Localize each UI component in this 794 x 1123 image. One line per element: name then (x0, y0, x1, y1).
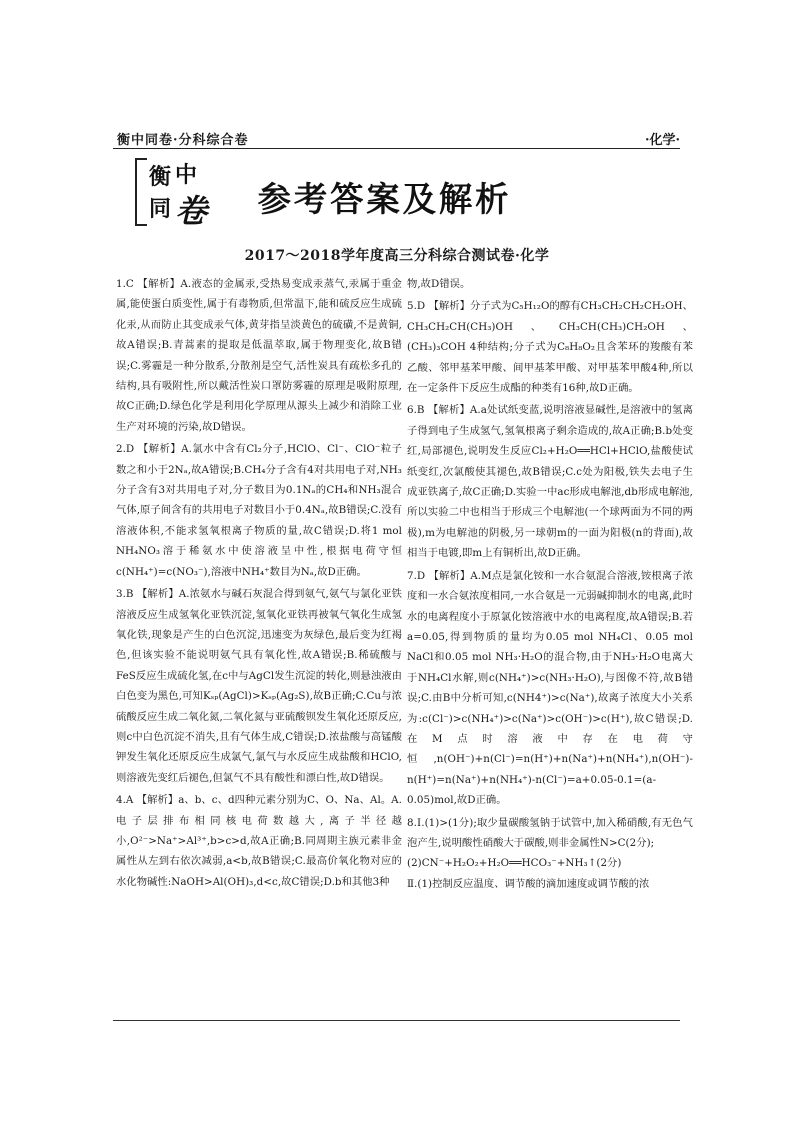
answer-7: 7.D 【解析】A.M点是氯化铵和一水合氨混合溶液,铵根离子浓度和一水合氨浓度相同,一水合氨是一元弱碱抑制水的电离,此时水的电离程度小于原氯化铵溶液中水的电离程度,故A错误;B.若a=0.05,得到物质的量均为0.05 mol NH₄Cl、0.05 mol NaCl和0.05 mol NH₃·H₂O的混合物,由于NH₃·H₂O电离大于NH₄Cl水解,则c(NH₄⁺)>c(NH₃·H₂O),与图像不符,故B错误;C.由B中分析可知,c(NH4⁺)>c(Na⁺),故离子浓度大小关系为:c(Cl⁻)>c(NH₄⁺)>c(Na⁺)>c(OH⁻)>c(H⁺),故C错误;D.在M点时溶液中存在电荷守恒,n(OH⁻)+n(Cl⁻)=n(H⁺)+n(Na⁺)+n(NH₄⁺),n(OH⁻)-n(H⁺)=n(Na⁺)+n(NH₄⁺)-n(Cl⁻)=a+0.05-0.1=(a-0.05)mol,故D正确。 (407, 569, 694, 807)
logo-char-2: 中 (175, 162, 198, 188)
answer-6: 6.B 【解析】A.a处试纸变蓝,说明溶液显碱性,是溶液中的氢离子得到电子生成氢气,氢氧根离子剩余造成的,故A正确;B.b处变红,局部褪色,说明发生反应Cl₂+H₂O══HCl+HClO,盐酸使试纸变红,次氯酸使其褪色,故B错误;C.c处为阳极,铁失去电子生成亚铁离子,故C正确;D.实验一中ac形成电解池,db形成电解池,所以实验二中也相当于形成三个电解池(一个球两面为不同的两极),m为电解池的阴极,另一球朝m的一面为阳极(n的背面),故相当于电镀,即m上有铜析出,故D正确。 (407, 404, 693, 560)
answer-8-part1: 8.Ⅰ.(1)>(1分);取少量碳酸氢钠于试管中,加入稀硝酸,有无色气泡产生,说明酸性硝酸大于碳酸,则非金属性N>C(2分); (407, 816, 693, 849)
answer-1: 1.C 【解析】A.液态的金属汞,受热易变成汞蒸气,汞属于重金属,能使蛋白质变性,属于有毒物质,但常温下,能和硫反应生成硫化汞,从而防止其变成汞气体,黄芽指呈淡黄色的硫磺,不是黄铜,故A错误;B.青蒿素的提取是低温萃取,属于物理变化,故B错误;C.雾霾是一种分散系,分散剂是空气,活性炭具有疏松多孔的结构,具有吸附性,所以戴活性炭口罩防雾霾的原理是吸附原理,故C正确;D.绿色化学是利用化学原理从源头上减少和消除工业生产对环境的污染,故D错误。 (116, 278, 402, 433)
answer-3: 3.B 【解析】A.浓氨水与碱石灰混合得到氨气,氨气与氯化亚铁溶液反应生成氢氧化亚铁沉淀,氢氧化亚铁再被氧气氧化生成氢氧化铁,现象是产生的白色沉淀,迅速变为灰绿色,最后变为红褐色,但该实验不能说明氨气具有氧化性,故A错误;B.稀硫酸与FeS反应生成硫化氢,在c中与AgCl发生沉淀的转化,则悬浊液由白色变为黑色,可知Kₛₚ(AgCl)>Kₛₚ(Ag₂S),故B正确;C.Cu与浓硫酸反应生成二氧化氮,二氧化氮与亚硫酸钡发生氧化还原反应,则c中白色沉淀不消失,且有气体生成,C错误;D.浓盐酸与高锰酸钾发生氧化还原反应生成氯气,氯气与水反应生成盐酸和HClO,则溶液先变红后褪色,但氯气不具有酸性和漂白性,故D错误。 (116, 588, 403, 784)
document-title: 2017～2018学年度高三分科综合测试卷·化学 (244, 248, 550, 264)
footer-rule (113, 1020, 680, 1021)
answer-5: 5.D 【解析】分子式为C₅H₁₂O的醇有CH₃CH₂CH₂CH₂OH、CH₃CH₂CH(CH₃)OH、CH₃CH(CH₃)CH₂OH、(CH₃)₃COH 4种结构;分子式为C₈H₈O₂且含苯环的羧酸有苯乙酸、邻甲基苯甲酸、间甲基苯甲酸、对甲基苯甲酸4种,所以在一定条件下反应生成酯的种类有16种,故D正确。 (407, 300, 693, 395)
logo-bracket (135, 158, 147, 226)
header-left: 衡中同卷·分科综合卷 (117, 133, 249, 148)
banner-title: 参考答案及解析 (257, 180, 512, 220)
logo-char-1: 衡 (149, 164, 172, 190)
logo-char-4: 卷 (175, 192, 208, 230)
left-column (116, 274, 402, 892)
answer-8-equation: (2)CN⁻+H₂O₂+H₂O══HCO₃⁻+NH₃↑(2分) (407, 857, 622, 870)
header-right: ·化学· (644, 133, 680, 148)
answer-2: 2.D 【解析】A.氯水中含有Cl₂分子,HClO、Cl⁻、ClO⁻粒子数之和小于2Nₐ,故A错误;B.CH₄分子含有4对共用电子对,NH₃分子含有3对共用电子对,分子数目为0.1Nₐ的CH₄和NH₃混合气体,原子间含有的共用电子对数目小于0.4Nₐ,故B错误;C.没有溶液体积,不能求氢氧根离子物质的量,故C错误;D.将1 mol NH₄NO₃溶于稀氨水中使溶液呈中性,根据电荷守恒c(NH₄⁺)=c(NO₃⁻),溶液中NH₄⁺数目为Nₐ,故D正确。 (116, 443, 402, 578)
logo (135, 158, 215, 228)
answer-4-continued: 物,故D错误。 (407, 278, 471, 290)
logo-char-3: 同 (149, 196, 172, 222)
answer-8-part2: Ⅱ.(1)控制反应温度、调节酸的滴加速度或调节酸的浓 (407, 877, 650, 890)
right-column (407, 274, 693, 894)
header-rule (113, 148, 680, 149)
answer-4: 4.A 【解析】a、b、c、d四种元素分别为C、O、Na、Al。A.电子层排布相同核电荷数越大,离子半径越小,O²⁻>Na⁺>Al³⁺,b>c>d,故A正确;B.同周期主族元素非金属性从左到右依次减弱,a<b,故B错误;C.最高价氧化物对应的水化物碱性:NaOH>Al(OH)₃,d<c,故C错误;D.b和其他3种 (116, 794, 402, 888)
